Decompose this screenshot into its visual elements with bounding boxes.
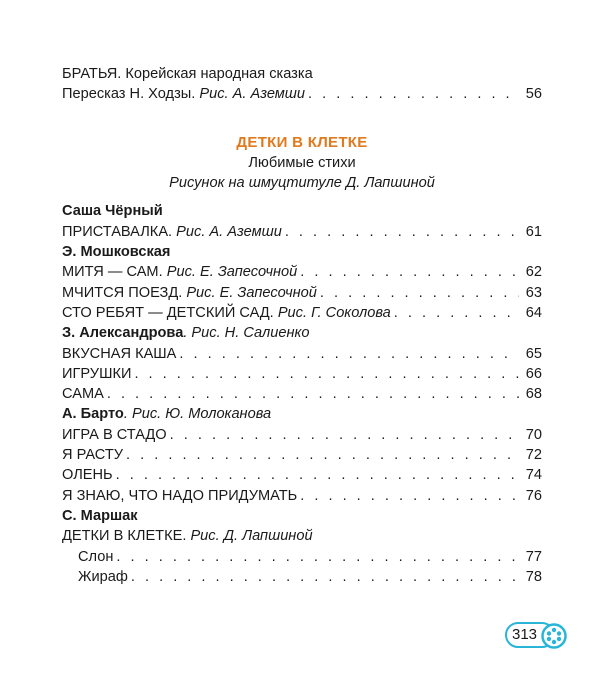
page-ref: 65 [525, 345, 542, 362]
entry-title: Жираф [78, 568, 128, 585]
toc-entry [62, 445, 542, 465]
toc-entry [62, 283, 542, 303]
section-title: ДЕТКИ В КЛЕТКЕ [236, 133, 368, 151]
toc-entry [62, 465, 542, 485]
dot-leader [170, 425, 519, 445]
dot-leader [131, 567, 519, 587]
dot-leader [285, 222, 519, 242]
dot-leader [308, 84, 519, 104]
entry-title: Я РАСТУ [62, 447, 124, 464]
author-heading: С. Маршак [62, 507, 138, 524]
dot-leader [179, 344, 519, 364]
entry-title: Я ЗНАЮ, ЧТО НАДО ПРИДУМАТЬ [62, 487, 298, 504]
page-ref: 70 [525, 426, 542, 443]
entry-title: ОЛЕНЬ [62, 467, 113, 484]
toc-entry [62, 222, 542, 242]
page-ref: 64 [525, 304, 542, 321]
intro-line-2 [62, 84, 542, 104]
page-ref: 72 [525, 447, 542, 464]
page-ref: 61 [525, 223, 542, 240]
toc-entry [62, 547, 542, 567]
author-heading: З. Александрова. Рис. Н. Салиенко [62, 325, 310, 342]
dots-ornament-icon [541, 623, 567, 649]
entry-title: ИГРУШКИ [62, 365, 132, 382]
page-number: 313 [512, 626, 538, 643]
dot-leader [126, 445, 519, 465]
dot-leader [116, 465, 519, 485]
dot-leader [116, 547, 519, 567]
toc-page [62, 64, 542, 587]
dot-leader [320, 283, 519, 303]
toc-entry [62, 303, 542, 323]
page-ref: 63 [525, 284, 542, 301]
entry-title: МИТЯ — САМ. Рис. Е. Запесочной [62, 264, 298, 281]
dot-leader [300, 262, 519, 282]
page-ref: 74 [525, 467, 542, 484]
author-heading: Саша Чёрный [62, 203, 163, 220]
entry-title: ИГРА В СТАДО [62, 426, 167, 443]
dot-leader [134, 364, 519, 384]
toc-entry [62, 344, 542, 364]
page-ref: 77 [525, 548, 542, 565]
author-heading: Э. Мошковская [62, 244, 171, 261]
cycle-heading: ДЕТКИ В КЛЕТКЕ. Рис. Д. Лапшиной [62, 528, 313, 545]
page-number-badge [505, 622, 555, 648]
entry-title: СТО РЕБЯТ — ДЕТСКИЙ САД. Рис. Г. Соколова [62, 304, 391, 321]
page-ref: 66 [525, 365, 542, 382]
page-ref: 78 [525, 568, 542, 585]
toc-entry [62, 486, 542, 506]
toc-entry [62, 567, 542, 587]
intro-entry-title: Пересказ Н. Ходзы. Рис. А. Аземши [62, 86, 306, 103]
toc-entry [62, 384, 542, 404]
entry-title: Слон [78, 548, 114, 565]
section-subtitle: Любимые стихи [248, 154, 356, 171]
entry-title: ВКУСНАЯ КАША [62, 345, 177, 362]
entry-title: МЧИТСЯ ПОЕЗД. Рис. Е. Запесочной [62, 284, 317, 301]
page-ref: 56 [525, 86, 542, 103]
dot-leader [394, 303, 519, 323]
toc-entry [62, 262, 542, 282]
toc-entry [62, 364, 542, 384]
entry-title: ПРИСТАВАЛКА. Рис. А. Аземши [62, 223, 282, 240]
intro-line-1: БРАТЬЯ. Корейская народная сказка [62, 66, 313, 82]
dot-leader [300, 486, 519, 506]
author-heading: А. Барто. Рис. Ю. Молоканова [62, 406, 272, 423]
dot-leader [107, 384, 519, 404]
toc-entry [62, 425, 542, 445]
toc-groups [62, 201, 542, 587]
page-ref: 76 [525, 487, 542, 504]
page-ref: 68 [525, 386, 542, 403]
entry-title: САМА [62, 386, 104, 403]
section-note: Рисунок на шмуцтитуле Д. Лапшиной [169, 175, 435, 192]
page-ref: 62 [525, 264, 542, 281]
